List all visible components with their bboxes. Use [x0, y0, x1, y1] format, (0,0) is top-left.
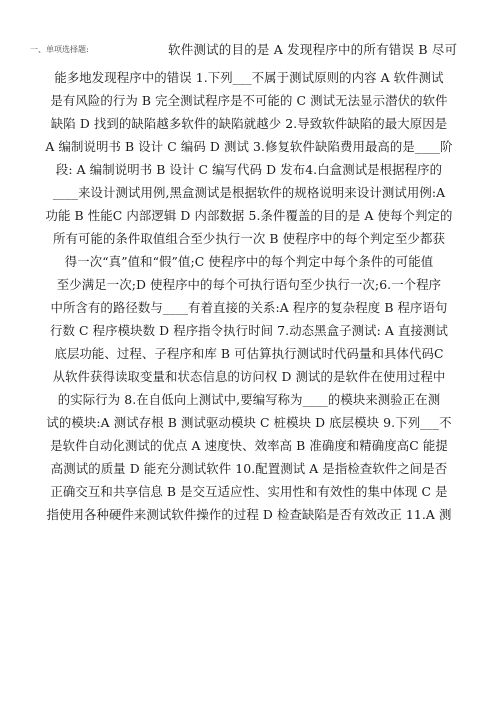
text-line: 中所含有的路径数与____有着直接的关系:A 程序的复杂程度 B 程序语句 [50, 300, 448, 315]
text-line: 缺陷 D 找到的缺陷越多软件的缺陷就越少 2.导致软件缺陷的最大原因是 [50, 116, 448, 131]
text-line: 段: A 编制说明书 B 设计 C 编写代码 D 发布4.白盒测试是根据程序的 [55, 162, 443, 177]
text-line: 试的模块:A 测试存根 B 测试驱动模块 C 桩模块 D 底层模块 9.下列___不 [46, 415, 452, 430]
text-line: ____来设计测试用例,黑盒测试是根据软件的规格说明来设计测试用例:A [52, 185, 446, 200]
text-line: 功能 B 性能C 内部逻辑 D 内部数据 5.条件覆盖的目的是 A 使每个判定的 [45, 208, 453, 223]
text-line: 行数 C 程序模块数 D 程序指令执行时间 7.动态黑盒子测试: A 直接测试 [50, 323, 448, 338]
text-line: 所有可能的条件取值组合至少执行一次 B 使程序中的每个判定至少都获 [52, 231, 445, 246]
question-body [26, 66, 472, 526]
section-label: 一、单项选择题: [30, 45, 89, 54]
text-line: 从软件获得读取变量和状态信息的访问权 D 测试的是软件在使用过程中 [52, 369, 446, 384]
text-line: 指使用各种硬件来测试软件操作的过程 D 检查缺陷是否有效改正 11.A 测 [46, 507, 452, 522]
question-heading-row [30, 40, 470, 60]
text-line: 高测试的质量 D 能充分测试软件 10.配置测试 A 是指检查软件之间是否 [50, 461, 448, 476]
text-line: 正确交互和共享信息 B 是交互适应性、实用性和有效性的集中体现 C 是 [50, 484, 448, 499]
text-line: A 编制说明书 B 设计 C 编码 D 测试 3.修复软件缺陷费用最高的是____阶 [45, 139, 453, 154]
text-line: 的实际行为 8.在自低向上测试中,要编写称为____的模块来测验正在测 [57, 392, 441, 407]
question-first-line: 软件测试的目的是 A 发现程序中的所有错误 B 尽可 [168, 42, 458, 57]
text-line: 至少满足一次;D 使程序中的每个可执行语句至少执行一次;6.一个程序 [56, 277, 442, 292]
text-line: 得一次“真”值和“假”值;C 使程序中的每个判定中每个条件的可能值 [64, 254, 434, 269]
text-line: 能多地发现程序中的错误 1.下列___不属于测试原则的内容 A 软件测试 [54, 70, 444, 85]
text-line: 是软件自动化测试的优点 A 速度快、效率高 B 准确度和精确度高C 能提 [50, 438, 448, 453]
text-line: 底层功能、过程、子程序和库 B 可估算执行测试时代码量和具体代码C [54, 346, 444, 361]
text-line: 是有风险的行为 B 完全测试程序是不可能的 C 测试无法显示潜伏的软件 [50, 93, 448, 108]
